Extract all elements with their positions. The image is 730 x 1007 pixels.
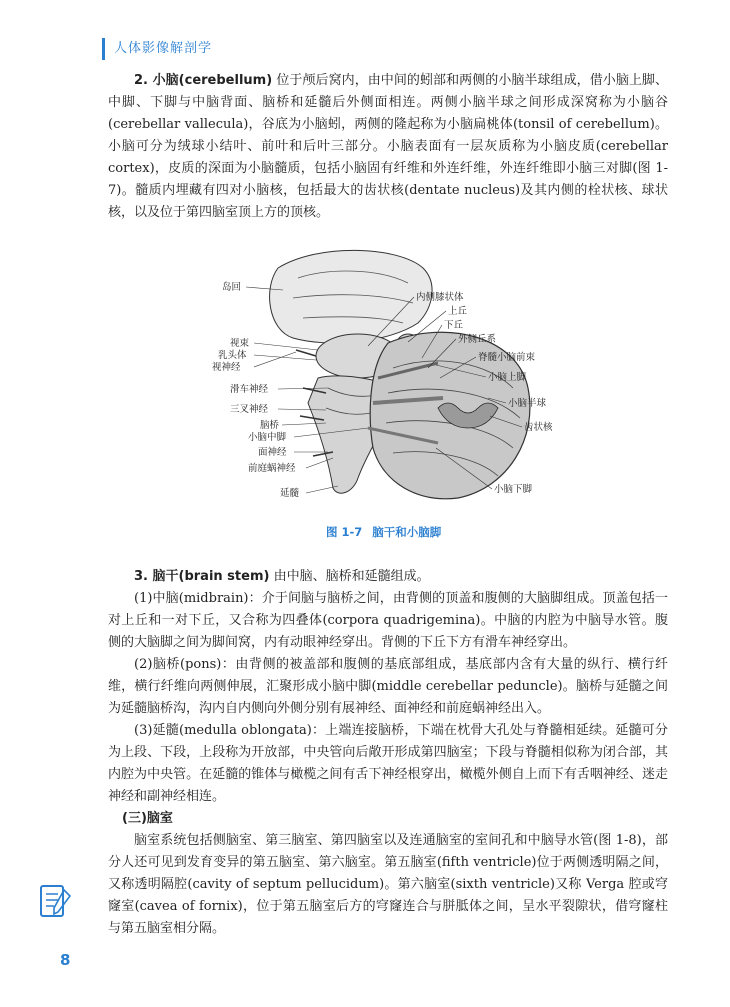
cerebellum-paragraph: 位于颅后窝内，由中间的蚓部和两侧的小脑半球组成，借小脑上脚、中脚、下脚与中脑背面、脑桥和延髓后外侧面相连。两侧小脑半球之间形成深窝称为小脑谷(cerebellar vallecula)，谷底为小脑蚓，两侧的隆起称为小脑扁桃体(tonsil of cerebellum)。小脑可分为绒球小结叶、前叶和后叶三部分。小脑表面有一层灰质称为小脑皮质(cerebellar cortex)，皮质的深面为小脑髓质，包括小脑固有纤维和外连纤维，外连纤维即小脑三对脚(图 1-7)。髓质内埋藏有四对小脑核，包括最大的齿状核(dentate nucleus)及其内侧的栓状核、球状核，以及位于第四脑室顶上方的顶核。 [108,73,668,220]
label-medulla: 延髓 [280,488,300,499]
label-anterior-spinocerebellar-tract: 脊髓小脑前束 [478,352,536,363]
label-facial-nerve: 面神经 [258,447,287,458]
midbrain-paragraph: (1)中脑(midbrain)：介于间脑与脑桥之间，由背侧的顶盖和腹侧的大脑脚组成。顶盖包括一对上丘和一对下丘，又合称为四叠体(corpora quadrigemina)。中脑的内腔为中脑导水管。腹侧的大脑脚之间为脚间窝，内有动眼神经穿出。背侧的下丘下方有滑车神经穿出。 [108,591,668,650]
label-superior-colliculus: 上丘 [448,306,468,317]
label-insula: 岛回 [222,282,242,293]
brainstem-intro: 由中脑、脑桥和延髓组成。 [273,569,430,584]
header-accent-bar [102,38,105,60]
label-middle-cerebellar-peduncle: 小脑中脚 [248,432,287,443]
label-vestibulocochlear-nerve: 前庭蜗神经 [248,463,296,474]
figure-caption [326,524,451,540]
notebook-pen-icon [36,878,76,928]
label-pons: 脑桥 [260,420,280,431]
label-dentate-nucleus: 齿状核 [524,422,553,433]
brainstem-heading: 3. 脑干(brain stem) [134,569,270,584]
label-optic-tract: 视束 [230,338,250,349]
cerebellum-heading: 2. 小脑(cerebellum) [134,73,273,88]
label-trochlear-nerve: 滑车神经 [230,384,269,395]
label-mammillary-body: 乳头体 [218,350,247,361]
label-lateral-lemniscus: 外侧丘系 [458,334,497,345]
running-header: 人体影像解剖学 [114,41,213,56]
pons-paragraph: (2)脑桥(pons)：由背侧的被盖部和腹侧的基底部组成，基底部内含有大量的纵行、横行纤维，横行纤维向两侧伸展，汇聚形成小脑中脚(middle cerebellar peduncle)。脑桥与延髓之间为延髓脑桥沟，沟内自内侧向外侧分别有展神经、面神经和前庭蜗神经出入。 [108,657,668,716]
label-medial-geniculate-body: 内侧膝状体 [416,292,464,303]
label-trigeminal-nerve: 三叉神经 [230,404,269,415]
ventricles-heading: (三)脑室 [122,811,173,826]
label-inferior-cerebellar-peduncle: 小脑下脚 [494,484,533,495]
figure-brainstem-cerebellum [208,238,568,513]
label-optic-nerve: 视神经 [212,362,241,373]
label-superior-cerebellar-peduncle: 小脑上脚 [488,372,527,383]
medulla-paragraph: (3)延髓(medulla oblongata)：上端连接脑桥，下端在枕骨大孔处与脊髓相延续。延髓可分为上段、下段，上段称为开放部，中央管向后敞开形成第四脑室；下段与脊髓相似称为闭合部，其内腔为中央管。在延髓的锥体与橄榄之间有舌下神经根穿出，橄榄外侧自上而下有舌咽神经、迷走神经和副神经相连。 [108,723,668,804]
brainstem-illustration [208,238,568,513]
cerebellum-section [108,70,668,224]
label-inferior-colliculus: 下丘 [444,320,464,331]
page-number: 8 [60,951,71,969]
figure-caption-text: 脑干和小脑脚 [372,525,442,539]
ventricles-paragraph: 脑室系统包括侧脑室、第三脑室、第四脑室以及连通脑室的室间孔和中脑导水管(图 1-8)，部分人还可见到发育变异的第五脑室、第六脑室。第五脑室(fifth ventricle)位于两侧透明隔之间，又称透明隔腔(cavity of septum pellucidum)。第六脑室(sixth ventricle)又称 Verga 腔或穹窿室(cavea of fornix)，位于第五脑室后方的穹窿连合与胼胝体之间，呈水平裂隙状，借穹窿柱与第五脑室相分隔。 [108,833,668,936]
label-cerebellar-hemisphere: 小脑半球 [508,398,547,409]
brainstem-section [108,566,668,940]
figure-caption-number: 图 1-7 [326,525,363,539]
